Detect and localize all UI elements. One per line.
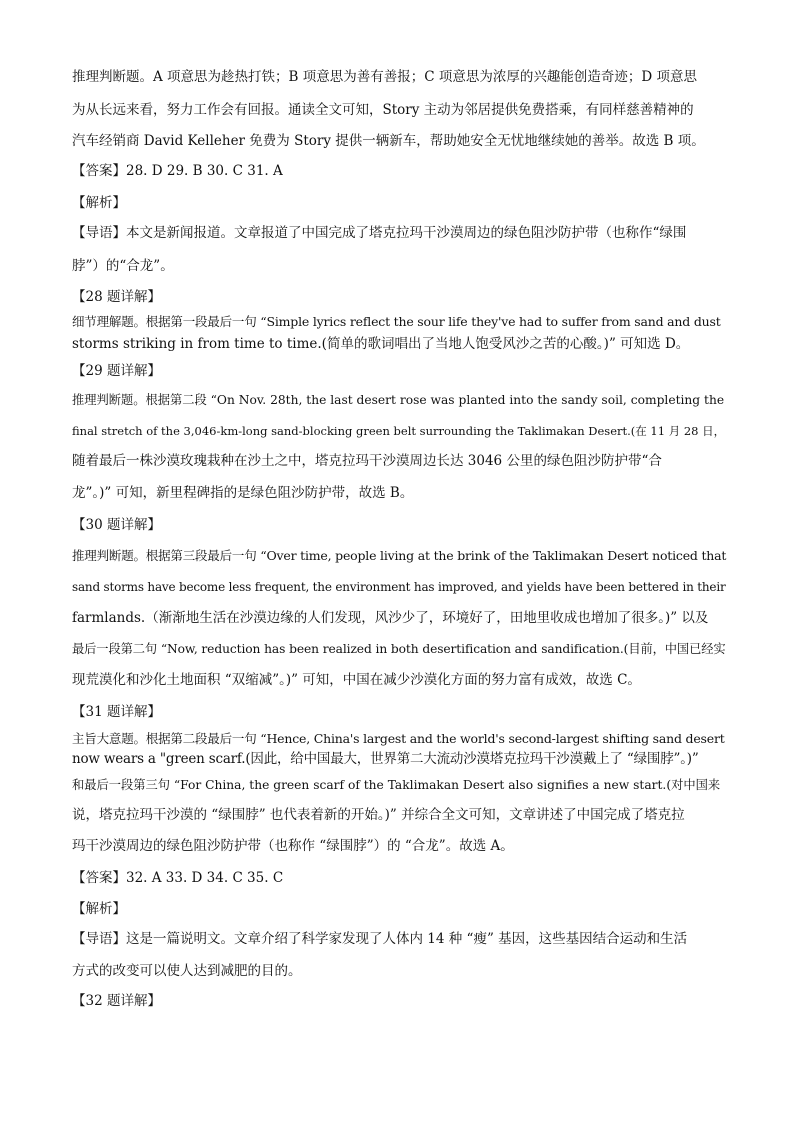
text-line: 说，塔克拉玛干沙漠的 “绿围脖” 也代表着新的开始。)” 并综合全文可知，文章讲述了中国完成了塔克拉 <box>72 807 685 823</box>
text-line: final stretch of the 3,046-km-long sand-blocking green belt surrounding the Taklimakan Desert.(在 11 月 28 日， <box>72 424 726 438</box>
answer-line: 【答案】28. D 29. B 30. C 31. A <box>72 163 283 179</box>
section-heading: 【解析】 <box>72 195 126 211</box>
text-line: 随着最后一株沙漠玫瑰栽种在沙土之中，塔克拉玛干沙漠周边长达 3046 公里的绿色阻沙防护带“合 <box>72 453 662 469</box>
text-line: 龙”。)” 可知，新里程碑指的是绿色阻沙防护带，故选 B。 <box>72 485 414 501</box>
text-line: storms striking in from time to time.(简单的歌词唱出了当地人饱受风沙之苦的心酸。)” 可知选 D。 <box>72 336 690 352</box>
text-line: 和最后一段第三句 “For China, the green scarf of the Taklimakan Desert also signifies a new start.(对中国来 <box>72 778 721 792</box>
text-line: 推理判断题。根据第二段 “On Nov. 28th, the last desert rose was planted into the sandy soil, completing the <box>72 393 725 407</box>
section-heading: 【解析】 <box>72 901 126 917</box>
text-line: 推理判断题。A 项意思为趁热打铁；B 项意思为善有善报；C 项意思为浓厚的兴趣能创造奇迹；D 项意思 <box>72 69 697 85</box>
text-line: 【导语】这是一篇说明文。文章介绍了科学家发现了人体内 14 种 “瘦” 基因，这些基因结合运动和生活 <box>72 931 688 947</box>
text-line: 最后一段第二句 “Now, reduction has been realized in both desertification and sandification.(目前，中国已经实 <box>72 642 726 656</box>
text-line: 方式的改变可以使人达到减肥的目的。 <box>72 963 302 979</box>
text-line: 脖”）的“合龙”。 <box>72 258 174 274</box>
text-line: now wears a "green scarf.(因此，给中国最大，世界第二大流动沙漠塔克拉玛干沙漠戴上了 “绿围脖”。)” <box>72 751 699 767</box>
text-line: sand storms have become less frequent, the environment has improved, and yields have been bettered in their <box>72 580 726 594</box>
section-heading: 【28 题详解】 <box>72 289 161 305</box>
text-line: 细节理解题。根据第一段最后一句 “Simple lyrics reflect the sour life they've had to suffer from sand and dust <box>72 314 721 329</box>
text-line: 现荒漠化和沙化土地面积 “双缩减”。)” 可知，中国在减少沙漠化方面的努力富有成效，故选 C。 <box>72 672 641 688</box>
text-line: 为从长远来看，努力工作会有回报。通读全文可知，Story 主动为邻居提供免费搭乘，有同样慈善精神的 <box>72 102 694 118</box>
text-line: 玛干沙漠周边的绿色阻沙防护带（也称作 “绿围脖”）的 “合龙”。故选 A。 <box>72 838 514 854</box>
text-line: 汽车经销商 David Kelleher 免费为 Story 提供一辆新车，帮助她安全无忧地继续她的善举。故选 B 项。 <box>72 133 705 149</box>
section-heading: 【30 题详解】 <box>72 517 161 533</box>
text-line: 推理判断题。根据第三段最后一句 “Over time, people living at the brink of the Taklimakan Desert noticed that <box>72 548 727 563</box>
text-line: 主旨大意题。根据第二段最后一句 “Hence, China's largest and the world's second-largest shifting sand desert <box>72 731 725 746</box>
section-heading: 【31 题详解】 <box>72 704 161 720</box>
text-line: 【导语】本文是新闻报道。文章报道了中国完成了塔克拉玛干沙漠周边的绿色阻沙防护带（也称作“绿围 <box>72 225 687 241</box>
section-heading: 【32 题详解】 <box>72 993 161 1009</box>
answer-line: 【答案】32. A 33. D 34. C 35. C <box>72 870 284 886</box>
section-heading: 【29 题详解】 <box>72 363 161 379</box>
text-line: farmlands.（渐渐地生活在沙漠边缘的人们发现，风沙少了，环境好了，田地里收成也增加了很多。)” 以及 <box>72 610 709 626</box>
